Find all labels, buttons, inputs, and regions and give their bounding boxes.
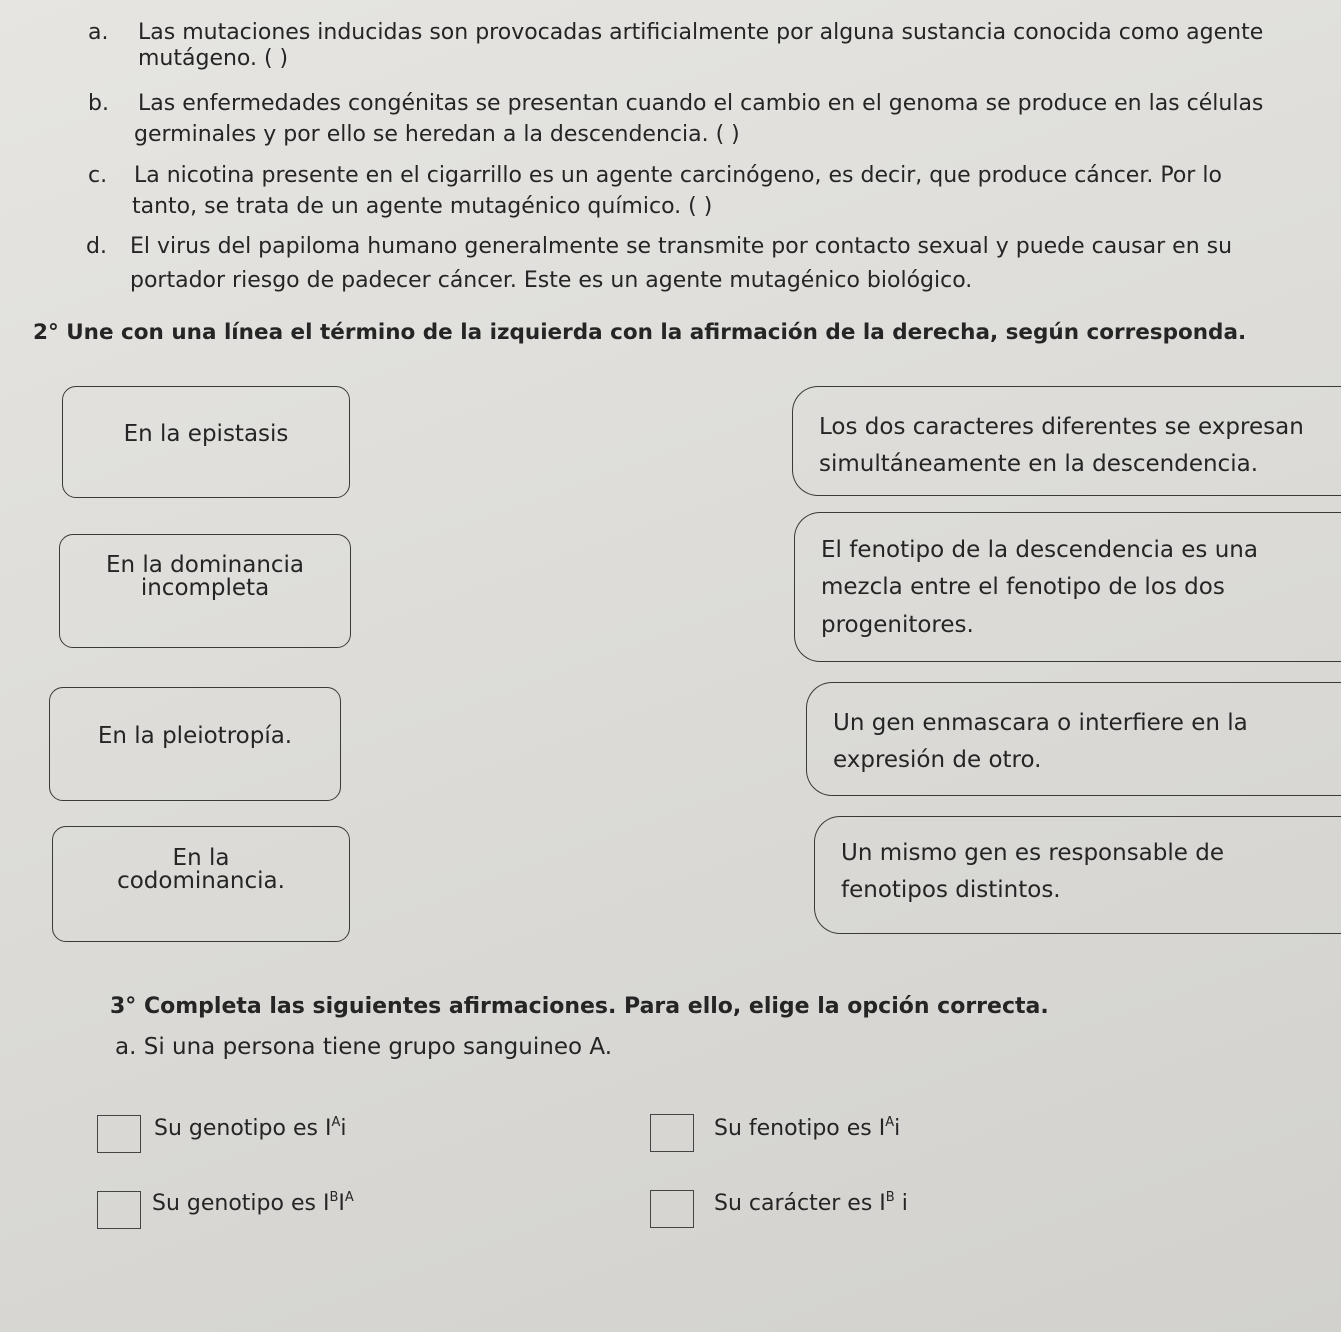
statement-box-2[interactable] <box>794 512 1341 662</box>
option-3-checkbox[interactable] <box>97 1191 141 1229</box>
term-box-codominancia[interactable] <box>52 826 350 942</box>
term-codominancia-line2: codominancia. <box>117 868 285 894</box>
option-4-label: Su carácter es $I^B$ i <box>714 1190 908 1216</box>
section-2-heading: 2° Une con una línea el término de la izquierda con la afirmación de la derecha, según corresponda. <box>33 320 1247 345</box>
statement-box-4[interactable] <box>814 816 1341 934</box>
item-c-marker: c. <box>88 163 108 188</box>
section-3-heading: 3° Completa las siguientes afirmaciones. Para ello, elige la opción correcta. <box>110 994 1049 1019</box>
statement-4-line1: Un mismo gen es responsable de <box>841 840 1224 866</box>
item-d-line1: El virus del papiloma humano generalmente se transmite por contacto sexual y puede causar en su <box>130 234 1233 259</box>
term-dominancia-line2: incompleta <box>140 575 270 601</box>
item-a-marker: a. <box>88 20 109 45</box>
item-c-line2: tanto, se trata de un agente mutagénico químico. ( ) <box>132 194 713 219</box>
term-box-pleiotropia[interactable] <box>49 687 341 801</box>
statement-2-line2: mezcla entre el fenotipo de los dos <box>821 574 1225 601</box>
item-d-marker: d. <box>86 234 107 259</box>
item-a-line2: mutágeno. ( ) <box>138 46 289 71</box>
option-1-label: Su genotipo es $I^Ai$ <box>154 1115 347 1141</box>
term-codominancia-line1: En la <box>172 844 230 871</box>
statement-1-line1: Los dos caracteres diferentes se expresan <box>819 414 1304 440</box>
statement-3-line1: Un gen enmascara o interfiere en la <box>833 710 1248 736</box>
statement-box-1[interactable] <box>792 386 1341 496</box>
item-b-marker: b. <box>88 91 109 116</box>
statement-1-line2: simultáneamente en la descendencia. <box>819 451 1258 478</box>
term-box-dominancia-incompleta[interactable] <box>59 534 351 648</box>
statement-2-line3: progenitores. <box>821 611 974 638</box>
item-a-line1: Las mutaciones inducidas son provocadas artificialmente por alguna sustancia conocida como agente <box>138 20 1264 45</box>
item-d-line2: portador riesgo de padecer cáncer. Este es un agente mutagénico biológico. <box>130 268 973 293</box>
term-box-epistasis[interactable] <box>62 386 350 498</box>
item-c-line1: La nicotina presente en el cigarrillo es un agente carcinógeno, es decir, que produce cáncer. Por lo <box>134 163 1222 188</box>
option-2-label: Su fenotipo es $I^Ai$ <box>714 1115 901 1141</box>
statement-box-3[interactable] <box>806 682 1341 796</box>
option-3-label: Su genotipo es $I^BI^A$ <box>152 1190 354 1216</box>
option-4-checkbox[interactable] <box>650 1190 694 1228</box>
option-1-checkbox[interactable] <box>97 1115 141 1153</box>
term-pleiotropia-line1: En la pleiotropía. <box>97 723 293 750</box>
term-epistasis-line1: En la epistasis <box>123 421 289 448</box>
item-b-line2: germinales y por ello se heredan a la descendencia. ( ) <box>134 122 740 147</box>
question-a: a. Si una persona tiene grupo sanguineo A. <box>115 1034 613 1060</box>
statement-3-line2: expresión de otro. <box>833 747 1042 774</box>
item-b-line1: Las enfermedades congénitas se presentan cuando el cambio en el genoma se produce en las células <box>138 91 1264 116</box>
term-dominancia-line1: En la dominancia <box>105 551 305 578</box>
statement-2-line1: El fenotipo de la descendencia es una <box>821 537 1258 563</box>
option-2-checkbox[interactable] <box>650 1114 694 1152</box>
statement-4-line2: fenotipos distintos. <box>841 877 1061 904</box>
